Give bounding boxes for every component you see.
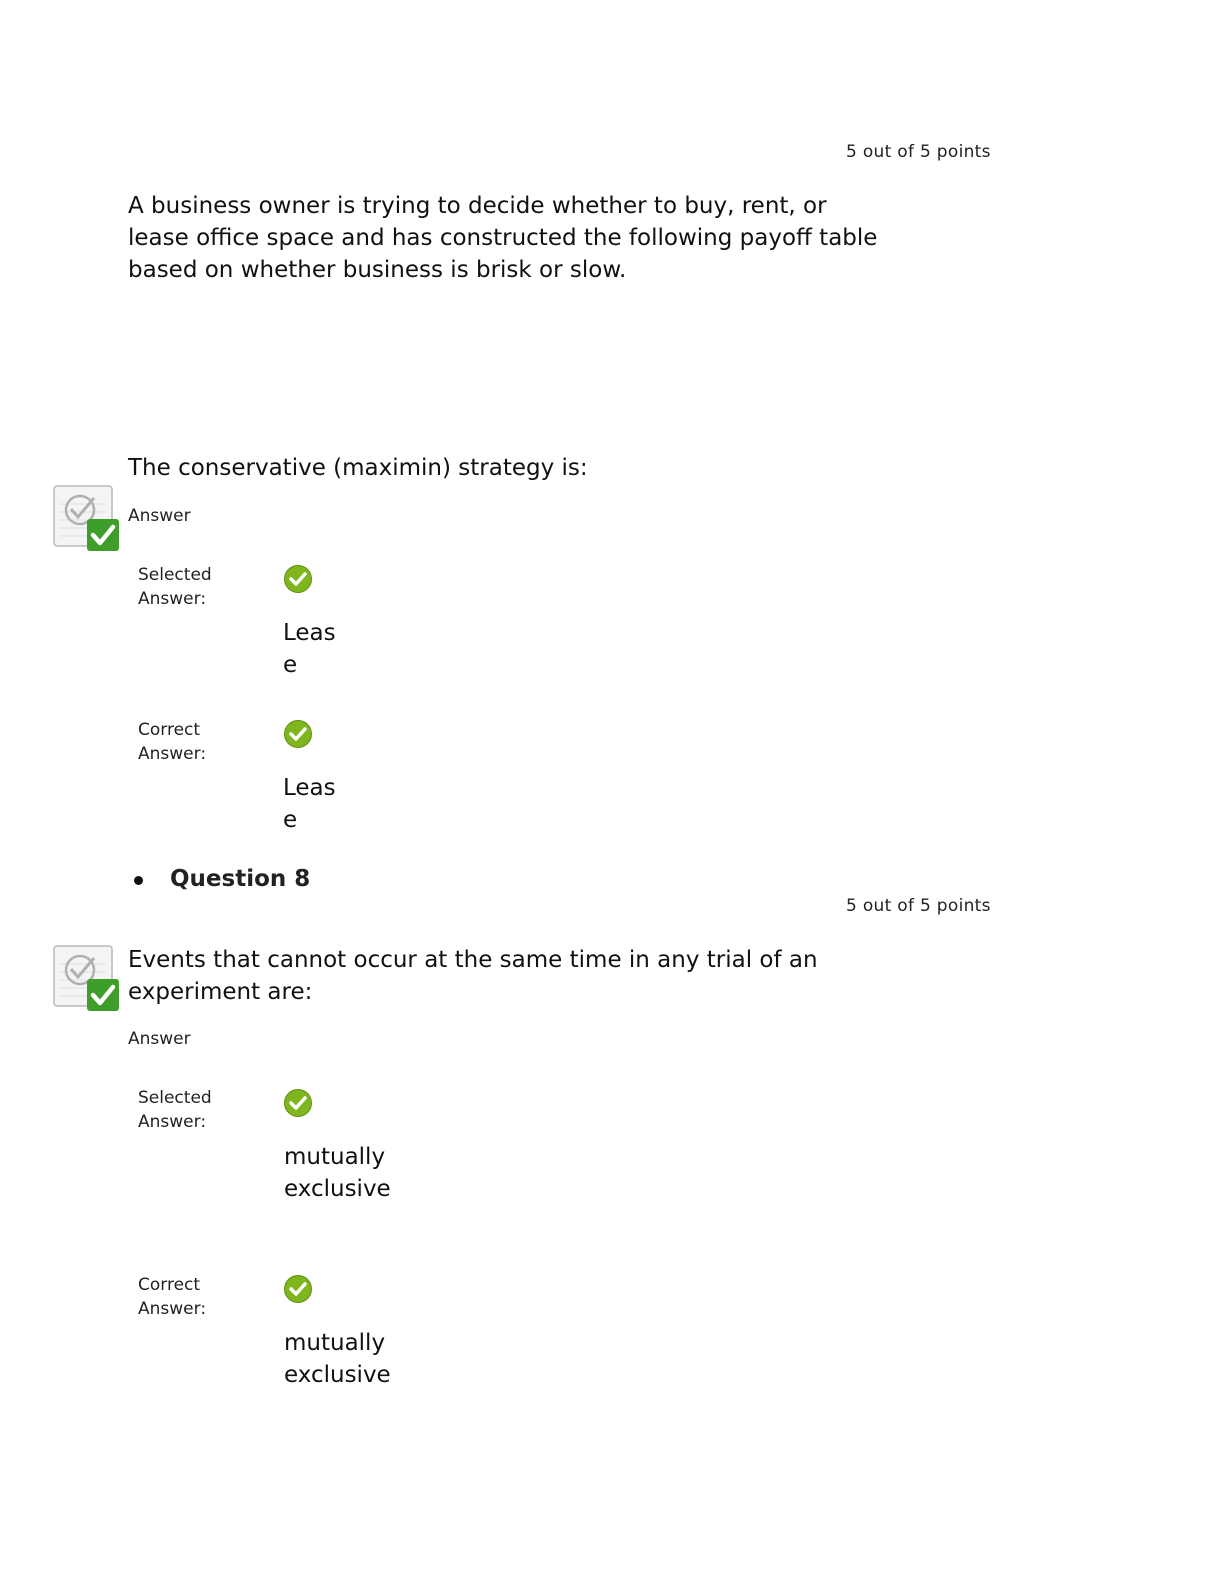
q7-answer-label: Answer bbox=[128, 506, 191, 526]
correct-check-icon bbox=[283, 1274, 313, 1304]
q7-text-line: based on whether business is brisk or slow. bbox=[128, 257, 627, 283]
q7-prompt: The conservative (maximin) strategy is: bbox=[128, 455, 588, 481]
q7-points: 5 out of 5 points bbox=[846, 142, 991, 162]
graded-correct-icon bbox=[52, 484, 120, 552]
q7-question-text bbox=[128, 190, 877, 286]
correct-check-icon bbox=[283, 1088, 313, 1118]
q8-correct-answer-value: mutually exclusive bbox=[284, 1330, 391, 1388]
list-bullet bbox=[134, 876, 143, 885]
q7-selected-answer-value: Leas e bbox=[283, 620, 336, 678]
q7-correct-answer-label: Correct Answer: bbox=[138, 720, 207, 764]
q7-text-line: lease office space and has constructed the following payoff table bbox=[128, 225, 878, 251]
q8-heading: Question 8 bbox=[170, 866, 311, 892]
q7-text-line: A business owner is trying to decide whether to buy, rent, or bbox=[128, 193, 827, 219]
q8-text-line: experiment are: bbox=[128, 979, 313, 1005]
q8-answer-label: Answer bbox=[128, 1029, 191, 1049]
graded-correct-icon bbox=[52, 944, 120, 1012]
q7-selected-answer-label: Selected Answer: bbox=[138, 565, 212, 609]
q7-correct-answer-value: Leas e bbox=[283, 775, 336, 833]
correct-check-icon bbox=[283, 564, 313, 594]
correct-check-icon bbox=[283, 719, 313, 749]
q8-text-line: Events that cannot occur at the same time in any trial of an bbox=[128, 947, 818, 973]
q8-selected-answer-value: mutually exclusive bbox=[284, 1144, 391, 1202]
q8-points: 5 out of 5 points bbox=[846, 896, 991, 916]
q8-selected-answer-label: Selected Answer: bbox=[138, 1088, 212, 1132]
q8-correct-answer-label: Correct Answer: bbox=[138, 1275, 207, 1319]
q8-question-text bbox=[128, 944, 818, 1008]
